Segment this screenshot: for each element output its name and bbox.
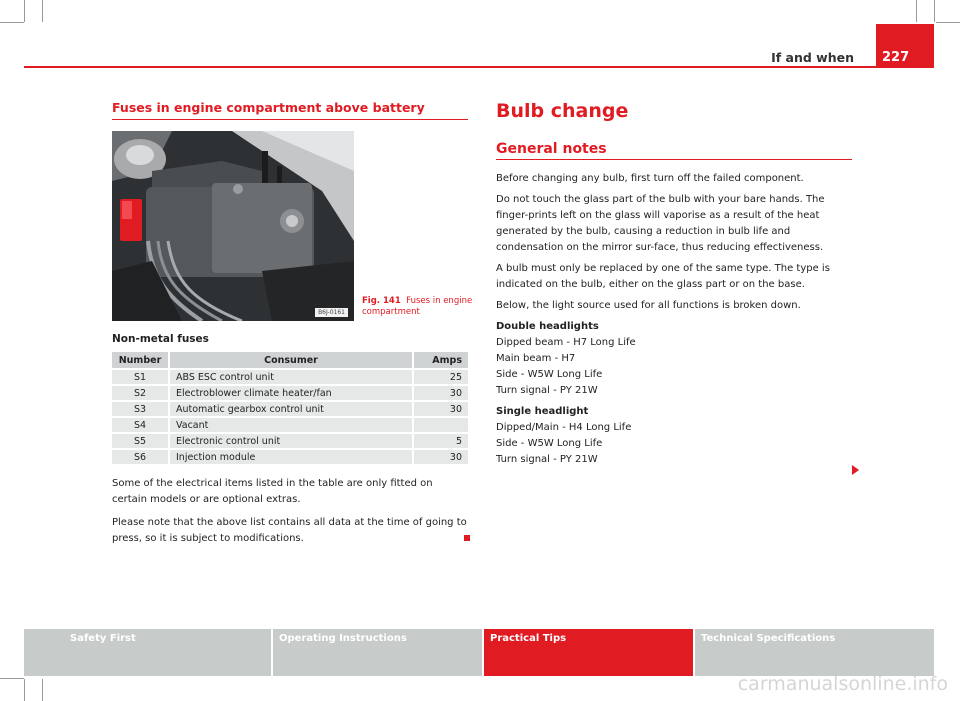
paragraph-turn-off: Before changing any bulb, first turn off the failed component. [496,173,804,184]
section-rule [112,119,468,120]
fuse-amps: 30 [412,402,468,416]
fuse-consumer: Electronic control unit [168,434,412,448]
crop-mark [916,0,917,22]
chapter-title: If and when [771,50,854,65]
fuse-number: S3 [112,402,168,416]
column-header-consumer: Consumer [168,352,412,368]
paragraph-do-not-touch: Do not touch the glass part of the bulb with your bare hands. The finger-prints left on the glass will vaporise as a result of the heat generated by the bulb, causing a reduction in bulb life and condensation on the mirror sur-face, thus reducing effectiveness. [496,194,825,253]
table-row [112,370,468,384]
footer-tab-operating-instructions[interactable] [273,629,482,676]
double-headlights-heading: Double headlights [496,321,599,332]
fuse-consumer: Vacant [168,418,412,432]
fuse-amps [412,418,468,432]
crop-mark [42,679,43,701]
footer-tab-label: Safety First [70,633,136,644]
footer-tab-practical-tips[interactable] [484,629,693,676]
paragraph-light-sources: Below, the light source used for all functions is broken down. [496,300,801,311]
bulb-change-text [496,171,852,468]
table-row [112,418,468,432]
fuse-amps: 30 [412,386,468,400]
crop-mark [24,679,25,701]
note-paragraph-optional: Some of the electrical items listed in the table are only fitted on certain models or are optional extras. [112,478,433,505]
paragraph-same-type: A bulb must only be replaced by one of the same type. The type is indicated on the bulb, either on the glass part or on the base. [496,263,830,290]
crop-mark [936,22,960,23]
fuse-consumer: ABS ESC control unit [168,370,412,384]
fuse-consumer: Electroblower climate heater/fan [168,386,412,400]
table-row [112,402,468,416]
footer-tab-label: Operating Instructions [279,633,407,644]
bulb-list-item: Side - W5W Long Life [496,369,603,380]
bulb-list-item: Turn signal - PY 21W [496,454,598,465]
table-header-row [112,352,468,368]
header-rule [24,66,934,68]
page-number: 227 [882,50,910,65]
section-title-fuses: Fuses in engine compartment above battery [112,100,425,115]
fuse-amps: 25 [412,370,468,384]
fuse-table [112,350,468,466]
note-paragraph-modifications: Please note that the above list contains all data at the time of going to press, so it is subject to modifications. [112,517,467,544]
fuse-consumer: Injection module [168,450,412,464]
table-row [112,386,468,400]
table-row [112,434,468,448]
figure-number: Fig. 141 [362,296,401,306]
bulb-list-item: Turn signal - PY 21W [496,385,598,396]
footer-tab-label: Practical Tips [490,633,567,644]
bulb-list-item: Dipped beam - H7 Long Life [496,337,636,348]
end-of-section-mark [464,535,470,541]
section-rule [496,159,852,160]
column-header-number: Number [112,352,168,368]
page-title-bulb-change: Bulb change [496,100,629,122]
crop-mark [24,0,25,22]
fuse-consumer: Automatic gearbox control unit [168,402,412,416]
crop-mark [0,678,24,679]
bulb-list-item: Dipped/Main - H4 Long Life [496,422,632,433]
fuse-number: S5 [112,434,168,448]
figure-caption [362,296,472,318]
fuse-amps: 5 [412,434,468,448]
figure-code: B6J-0161 [315,308,348,317]
bulb-list-item: Side - W5W Long Life [496,438,603,449]
figure-caption-line-2: compartment [362,307,420,317]
fuse-number: S1 [112,370,168,384]
crop-mark [42,0,43,22]
table-heading: Non-metal fuses [112,333,209,345]
table-row [112,450,468,464]
crop-mark [934,0,935,22]
footer-tab-safety-first[interactable] [24,629,271,676]
single-headlight-heading: Single headlight [496,406,589,417]
column-header-amps: Amps [412,352,468,368]
watermark: carmanualsonline.info [737,673,948,695]
fuse-amps: 30 [412,450,468,464]
subtitle-general-notes: General notes [496,141,607,157]
bulb-list-item: Main beam - H7 [496,353,576,364]
fuse-box-photo [112,131,354,321]
fuse-number: S2 [112,386,168,400]
footer-tab-label: Technical Specifications [701,633,836,644]
fuse-number: S6 [112,450,168,464]
fuse-number: S4 [112,418,168,432]
crop-mark [0,22,24,23]
figure-caption-line-1: Fuses in engine [406,296,473,306]
footer-tab-technical-specifications[interactable] [695,629,934,676]
continue-arrow-icon [852,465,859,475]
